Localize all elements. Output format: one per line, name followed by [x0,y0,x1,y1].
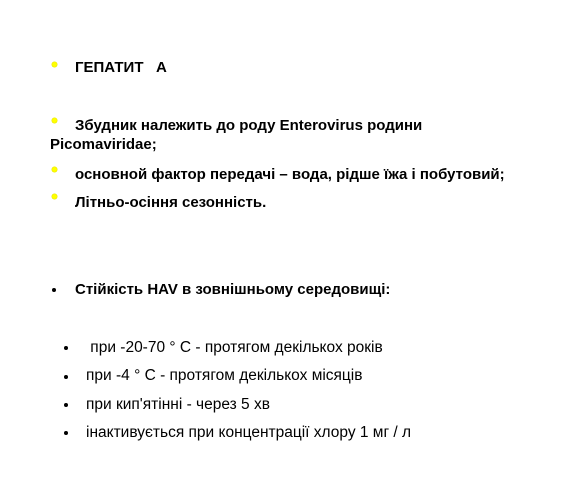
transmission-bullet-icon [52,167,57,172]
stability-item-bullet-icon [64,431,68,435]
stability-item: при кип'ятінні - через 5 хв [86,396,270,413]
title-bullet-icon [52,62,57,67]
agent-line-1: Збудник належить до роду Enterovirus родини [75,117,423,134]
slide-title: ГЕПАТИТ А [75,59,167,76]
stability-item: інактивується при концентрації хлору 1 мг / л [86,424,412,441]
agent-bullet-icon [52,118,57,123]
transmission-text: основной фактор передачі – вода, рідше їжа і побутовий; [75,166,505,183]
stability-item-bullet-icon [64,403,68,407]
seasonality-text: Літньо-осіння сезонність. [75,194,267,211]
agent-line-2: Picomaviridae; [50,136,157,153]
stability-bullet-icon [52,288,56,292]
stability-item-bullet-icon [64,375,68,379]
stability-heading: Стійкість HAV в зовнішньому середовищі: [75,281,391,298]
seasonality-bullet-icon [52,194,57,199]
stability-item: при -20-70 ° С - протягом декількох років [86,339,383,356]
stability-item-bullet-icon [64,346,68,350]
stability-item: при -4 ° С - протягом декількох місяців [86,367,363,384]
